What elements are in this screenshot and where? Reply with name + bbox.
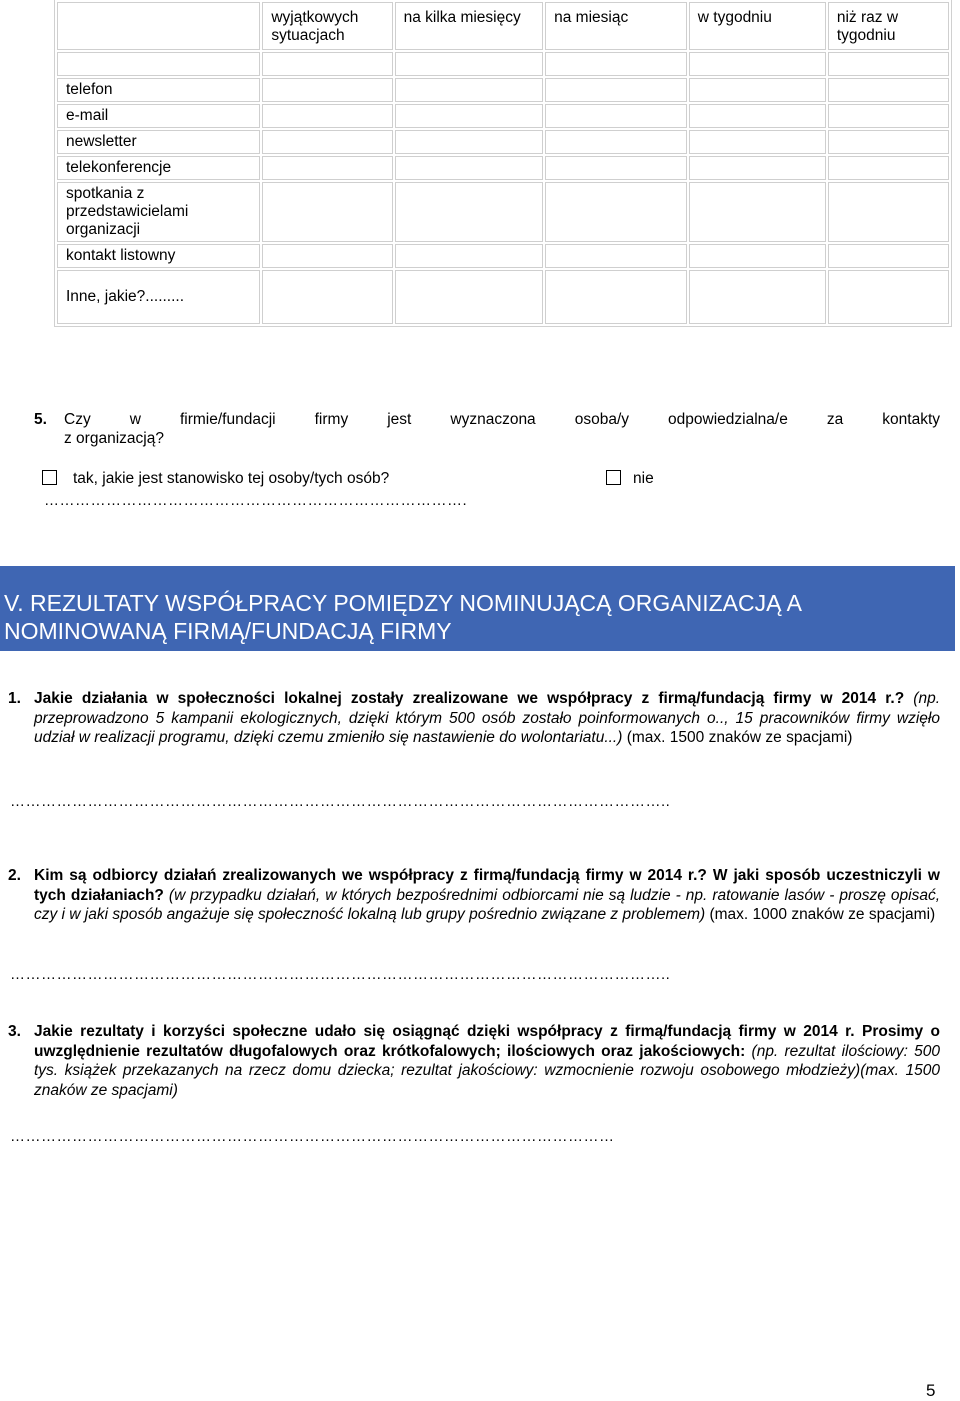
- question-text-continued: z organizacją?: [64, 430, 164, 447]
- answer-cell[interactable]: [395, 156, 544, 180]
- answer-cell[interactable]: [545, 52, 687, 76]
- answer-cell[interactable]: [395, 182, 544, 242]
- row-label: newsletter: [57, 130, 260, 154]
- section-banner: [0, 566, 955, 651]
- question-5: [34, 410, 940, 448]
- question-limit: (max. 1000 znaków ze spacjami): [709, 906, 936, 923]
- answer-cell[interactable]: [689, 156, 826, 180]
- question-text: Kim są odbiorcy działań zrealizowanych we współpracy z firmą/fundacją firmy w 2014 r.? W jaki sposób uczestniczyli w tych działaniach?: [34, 867, 940, 904]
- table-row: [57, 78, 949, 102]
- answer-cell[interactable]: [545, 270, 687, 324]
- answer-cell[interactable]: [689, 270, 826, 324]
- row-label: telefon: [57, 78, 260, 102]
- table-header-cell: na kilka miesięcy: [395, 2, 544, 50]
- answer-cell[interactable]: [395, 52, 544, 76]
- question-number: 3.: [8, 1023, 21, 1040]
- answer-cell[interactable]: [262, 52, 392, 76]
- option-no-label: nie: [633, 470, 654, 487]
- row-label: spotkania z przedstawicielami organizacji: [57, 182, 260, 242]
- table-header-cell: na miesiąc: [545, 2, 687, 50]
- section-title-line-1: V. REZULTATY WSPÓŁPRACY POMIĘDZY NOMINUJĄCĄ ORGANIZACJĄ A: [4, 590, 802, 616]
- table-header-cell: [57, 2, 260, 50]
- question-3: [8, 1022, 941, 1100]
- option-yes[interactable]: [42, 470, 389, 488]
- answer-cell[interactable]: [262, 270, 392, 324]
- question-1: [8, 689, 941, 748]
- answer-cell[interactable]: [689, 130, 826, 154]
- answer-cell[interactable]: [545, 156, 687, 180]
- contact-frequency-table: [54, 0, 952, 327]
- answer-cell[interactable]: [262, 244, 392, 268]
- answer-cell[interactable]: [262, 156, 392, 180]
- answer-cell[interactable]: [689, 244, 826, 268]
- answer-cell[interactable]: [828, 244, 949, 268]
- option-yes-label: tak, jakie jest stanowisko tej osoby/tych osób?: [73, 470, 390, 487]
- answer-cell[interactable]: [828, 104, 949, 128]
- table-row: [57, 270, 949, 324]
- answer-cell[interactable]: [395, 244, 544, 268]
- answer-cell[interactable]: [828, 130, 949, 154]
- row-label: [57, 52, 260, 76]
- question-number: 1.: [8, 690, 21, 707]
- question-number: 5.: [34, 411, 47, 428]
- row-label: telekonferencje: [57, 156, 260, 180]
- answer-cell[interactable]: [395, 270, 544, 324]
- table-header-cell: niż raz w tygodniu: [828, 2, 949, 50]
- question-text: Jakie działania w społeczności lokalnej zostały zrealizowane we współpracy z firmą/fundacją firmy w 2014 r.?: [34, 690, 905, 707]
- question-hint: (w przypadku działań, w których bezpośrednimi odbiorcami nie są ludzie - np. ratowanie lasów - proszę opisać, czy i w jaki sposób angażuje się społeczność lokalną lub grupy pośrednio związane z problemem): [34, 886, 940, 923]
- answer-cell[interactable]: [545, 130, 687, 154]
- answer-dotted-line[interactable]: ……………………………………………………………………….: [44, 492, 468, 509]
- answer-cell[interactable]: [545, 78, 687, 102]
- answer-cell[interactable]: [395, 78, 544, 102]
- question-2: [8, 866, 940, 925]
- table-row: [57, 130, 949, 154]
- row-label: Inne, jakie?.........: [57, 270, 260, 324]
- answer-cell[interactable]: [828, 52, 949, 76]
- answer-cell[interactable]: [262, 130, 392, 154]
- table-row: [57, 182, 949, 242]
- section-title-line-2: NOMINOWANĄ FIRMĄ/FUNDACJĄ FIRMY: [4, 618, 452, 644]
- answer-cell[interactable]: [828, 78, 949, 102]
- answer-cell[interactable]: [545, 104, 687, 128]
- question-text: Jakie rezultaty i korzyści społeczne udało się osiągnąć dzięki współpracy z firmą/fundacją firmy w 2014 r. Prosimy o uwzględnienie rezultatów długofalowych oraz krótkofalowych; ilościowych oraz jakościowych:: [34, 1023, 940, 1060]
- question-hint: (np. rezultat ilościowy: 500 tys. książek przekazanych na rzecz domu dziecka; rezultat jakościowy: wzmocnienie rozwoju osobowego młodzieży)(max. 1500 znaków ze spacjami): [34, 1042, 941, 1099]
- answer-cell[interactable]: [828, 156, 949, 180]
- checkbox-icon[interactable]: [606, 470, 621, 485]
- question-limit: (max. 1500 znaków ze spacjami): [626, 729, 853, 746]
- answer-dotted-line[interactable]: ………………………………………………………………………………………………………………..: [10, 966, 671, 983]
- answer-cell[interactable]: [262, 182, 392, 242]
- answer-cell[interactable]: [262, 78, 392, 102]
- answer-cell[interactable]: [545, 182, 687, 242]
- answer-cell[interactable]: [689, 104, 826, 128]
- answer-cell[interactable]: [395, 130, 544, 154]
- answer-cell[interactable]: [395, 104, 544, 128]
- question-hint: (np. przeprowadzono 5 kampanii ekologicznych, dzięki którym 500 osób zostało poinformowanych o.., 15 pracowników firmy wzięło udział w realizacji programu, dzięki czemu zmieniło się nastawienie do wolontariatu...): [34, 690, 941, 746]
- answer-dotted-line[interactable]: ………………………………………………………………………………………………………………..: [10, 793, 671, 810]
- answer-cell[interactable]: [545, 244, 687, 268]
- checkbox-icon[interactable]: [42, 470, 57, 485]
- answer-cell[interactable]: [828, 270, 949, 324]
- option-no[interactable]: [606, 470, 654, 488]
- answer-cell[interactable]: [262, 104, 392, 128]
- table-row: [57, 244, 949, 268]
- page-number: 5: [926, 1381, 936, 1400]
- answer-cell[interactable]: [689, 182, 826, 242]
- table-row: [57, 156, 949, 180]
- table-row: [57, 52, 949, 76]
- question-number: 2.: [8, 867, 21, 884]
- answer-cell[interactable]: [689, 52, 826, 76]
- table-header-cell: wyjątkowych sytuacjach: [262, 2, 392, 50]
- table-header-row: [57, 2, 949, 50]
- row-label: kontakt listowny: [57, 244, 260, 268]
- answer-dotted-line[interactable]: ………………………………………………………………………………………………………: [10, 1128, 615, 1145]
- answer-cell[interactable]: [828, 182, 949, 242]
- table-header-cell: w tygodniu: [689, 2, 826, 50]
- row-label: e-mail: [57, 104, 260, 128]
- answer-cell[interactable]: [689, 78, 826, 102]
- question-text: Czy w firmie/fundacji firmy jest wyznaczona osoba/y odpowiedzialna/e za kontakty: [64, 411, 940, 428]
- table-row: [57, 104, 949, 128]
